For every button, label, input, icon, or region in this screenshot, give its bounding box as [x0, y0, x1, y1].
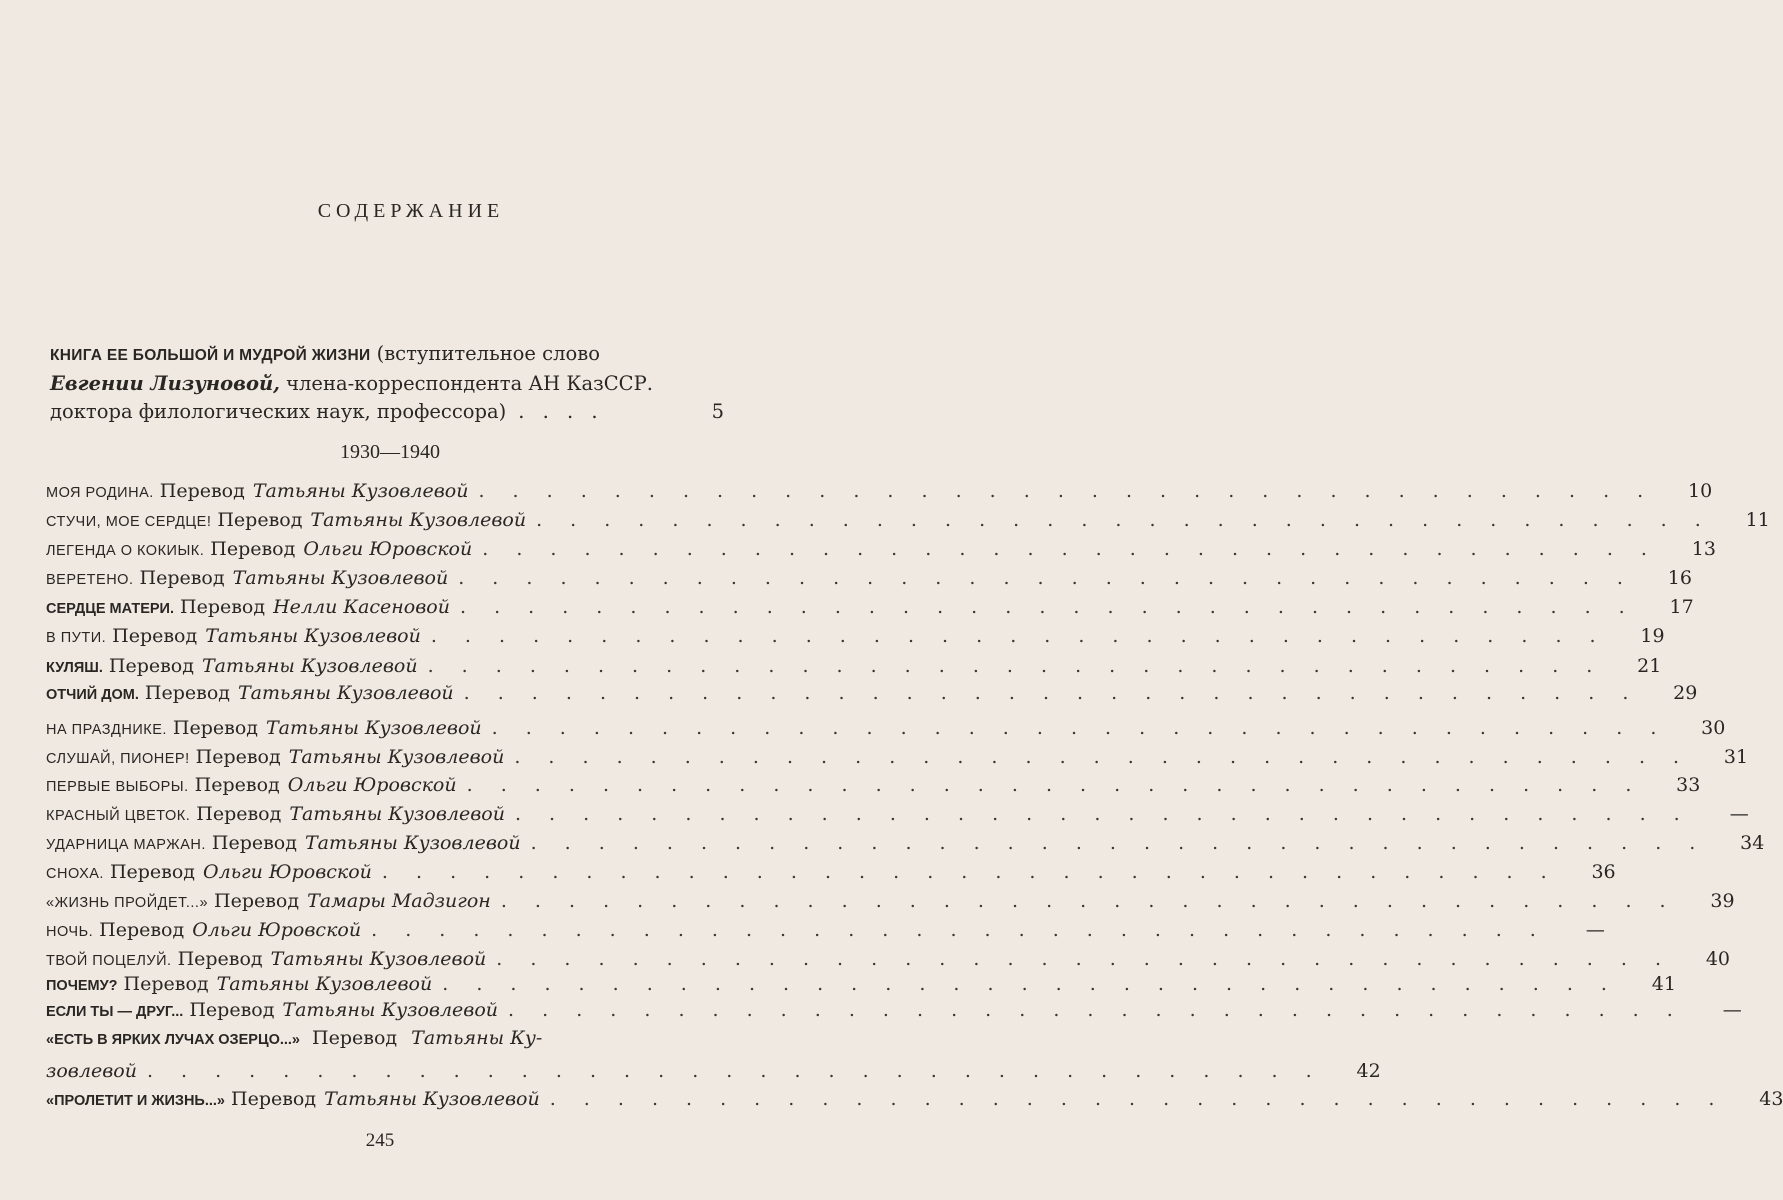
toc-entry: [46, 1088, 1783, 1110]
intro-line-2: [50, 370, 740, 398]
toc-entry: [46, 973, 1676, 995]
toc-entry: [46, 655, 1662, 677]
toc-entry: [46, 999, 1742, 1021]
toc-entry: [46, 625, 1665, 647]
page-number: 30: [1701, 717, 1726, 739]
leader-dots: . . . . . . . . . . . . . . . . . . . . . . . . . . . . . . . . . . .: [514, 803, 1691, 825]
leader-dots: . . . .: [518, 400, 604, 423]
poem-title: ОТЧИЙ ДОМ.: [46, 687, 139, 703]
page-number: 13: [1691, 538, 1716, 560]
intro-line-1: [50, 340, 740, 370]
section-heading: 1930—1940: [340, 441, 440, 463]
page-number: 16: [1667, 567, 1692, 589]
translation-label: Перевод: [99, 919, 185, 941]
toc-entry: [46, 919, 1605, 941]
translator-name: Татьяны Кузовлевой: [270, 948, 487, 970]
poem-title: ЛЕГЕНДА О КОКИЫК.: [46, 543, 205, 559]
poem-title: НОЧЬ.: [46, 924, 94, 940]
poem-title: ПЕРВЫЕ ВЫБОРЫ.: [46, 779, 189, 795]
translator-name: Тамары Мадзигон: [307, 890, 491, 912]
poem-title: НА ПРАЗДНИКЕ.: [46, 722, 167, 738]
translator-name: Нелли Касеновой: [273, 596, 450, 618]
translation-label: Перевод: [189, 999, 275, 1021]
toc-entry-long: [46, 1027, 726, 1049]
leader-dots: . . . . . . . . . . . . . . . . . . . . . . . . . . . . . . . . . . .: [371, 919, 1547, 941]
page-number: 34: [1740, 832, 1765, 854]
poem-title: КУЛЯШ.: [46, 660, 103, 676]
translator-name: Татьяны Кузовлевой: [265, 717, 482, 739]
translator-name: Татьяны Кузовлевой: [310, 509, 527, 531]
toc-entry: [46, 596, 1694, 618]
leader-dots: . . . . . . . . . . . . . . . . . . . . . . . . . . . . . . . . . . .: [430, 625, 1607, 647]
translator-name-continued: зовлевой: [46, 1060, 137, 1082]
translation-label: Перевод: [123, 973, 209, 995]
translator-name: Ольги Юровской: [203, 861, 372, 883]
intro-entry: [50, 340, 740, 426]
leader-dots: . . . . . . . . . . . . . . . . . . . . . . . . . . . . . . . . . . .: [500, 890, 1677, 912]
toc-entry: [46, 803, 1749, 825]
toc-entry: [46, 509, 1770, 531]
poem-title: КРАСНЫЙ ЦВЕТОК.: [46, 808, 191, 824]
intro-author: Евгении Лизуновой,: [50, 372, 280, 395]
translation-label: Перевод: [312, 1027, 398, 1049]
translation-label: Перевод: [211, 832, 297, 854]
leader-dots: . . . . . . . . . . . . . . . . . . . . . . . . . . . . . . . . . . .: [478, 480, 1655, 502]
leader-dots: . . . . . . . . . . . . . . . . . . . . . . . . . . . . . . . . . . .: [508, 999, 1684, 1021]
page-folio: 245: [365, 1130, 395, 1151]
page-number: 41: [1651, 973, 1676, 995]
translator-name: Татьяны Кузовлевой: [216, 973, 433, 995]
intro-text-2: члена-корреспондента АН КазССР.: [286, 372, 653, 395]
translation-label: Перевод: [172, 717, 258, 739]
leader-dots: . . . . . . . . . . . . . . . . . . . . . . . . . . . . . . . . . . .: [427, 655, 1604, 677]
intro-text-1: (вступительное слово: [376, 342, 600, 365]
translation-label: Перевод: [214, 890, 300, 912]
page-number: 33: [1676, 774, 1701, 796]
leader-dots: . . . . . . . . . . . . . . . . . . . . . . . . . . . . . . . . . . .: [549, 1088, 1726, 1110]
page-number: 10: [1688, 480, 1713, 502]
page-number: 36: [1591, 861, 1616, 883]
translator-name: Татьяны Кузовлевой: [232, 567, 449, 589]
toc-entry: [46, 682, 1698, 704]
translation-label: Перевод: [180, 596, 266, 618]
translation-label: Перевод: [231, 1088, 317, 1110]
toc-entry: [46, 774, 1701, 796]
translation-label: Перевод: [144, 682, 230, 704]
poem-title: СЕРДЦЕ МАТЕРИ.: [46, 601, 175, 617]
translation-label: Перевод: [195, 746, 281, 768]
poem-title: УДАРНИЦА МАРЖАН.: [46, 837, 206, 853]
intro-title: КНИГА ЕЕ БОЛЬШОЙ И МУДРОЙ ЖИЗНИ: [50, 347, 371, 364]
toc-entry-long-continued: [46, 1060, 1381, 1082]
page-title: СОДЕРЖАНИЕ: [317, 200, 505, 222]
toc-entry: [46, 948, 1730, 970]
poem-title: СЛУШАЙ, ПИОНЕР!: [46, 751, 190, 767]
translation-label: Перевод: [196, 803, 282, 825]
poem-title: СНОХА.: [46, 866, 104, 882]
translator-name: Татьяны Кузовлевой: [324, 1088, 540, 1110]
translator-name: Татьяны Кузовлевой: [237, 682, 454, 704]
page-number: 5: [711, 400, 724, 423]
translator-name: Татьяны Кузовлевой: [304, 832, 521, 854]
leader-dots: . . . . . . . . . . . . . . . . . . . . . . . . . . . . . . . . . . .: [536, 509, 1712, 531]
leader-dots: . . . . . . . . . . . . . . . . . . . . . . . . . . . . . . . . . . .: [530, 832, 1707, 854]
poem-title: МОЯ РОДИНА.: [46, 485, 154, 501]
toc-entry: [46, 567, 1692, 589]
page-number: 19: [1640, 625, 1665, 647]
translation-label: Перевод: [159, 480, 245, 502]
translator-name: Ольги Юровской: [192, 919, 362, 941]
page-number: —: [1729, 803, 1749, 825]
leader-dots: . . . . . . . . . . . . . . . . . . . . . . . . . . . . . . . . . . .: [459, 596, 1636, 618]
translation-label: Перевод: [108, 655, 194, 677]
poem-title: В ПУТИ.: [46, 630, 107, 646]
poem-title: «ПРОЛЕТИТ И ЖИЗНЬ...»: [46, 1093, 225, 1109]
translator-name: Татьяны Кузовлевой: [288, 746, 505, 768]
page-number: 31: [1723, 746, 1749, 768]
poem-title: «ЖИЗНЬ ПРОЙДЕТ...»: [46, 895, 209, 911]
toc-entry: [46, 890, 1735, 912]
toc-entry: [46, 746, 1749, 768]
page-number: —: [1722, 999, 1742, 1021]
toc-entry: [46, 832, 1765, 854]
toc-entry: [46, 861, 1616, 883]
intro-line-3: [50, 398, 740, 426]
leader-dots: . . . . . . . . . . . . . . . . . . . . . . . . . . . . . . . . . . .: [381, 861, 1558, 883]
toc-entry: [46, 717, 1726, 739]
translation-label: Перевод: [217, 509, 303, 531]
translator-name: Ольги Юровской: [303, 538, 473, 560]
page-number: 11: [1745, 509, 1770, 531]
translation-label: Перевод: [177, 948, 263, 970]
poem-title: ВЕРЕТЕНО.: [46, 572, 134, 588]
poem-title: ПОЧЕМУ?: [46, 978, 118, 994]
page-number: 29: [1673, 682, 1698, 704]
leader-dots: . . . . . . . . . . . . . . . . . . . . . . . . . . . . . . . . . . .: [491, 717, 1668, 739]
translator-name: Татьяны Кузовлевой: [205, 625, 421, 647]
poem-title: ЕСЛИ ТЫ — ДРУГ...: [46, 1004, 184, 1020]
page-number: 40: [1705, 948, 1730, 970]
leader-dots: . . . . . . . . . . . . . . . . . . . . . . . . . . . . . . . . . . .: [463, 682, 1640, 704]
leader-dots: . . . . . . . . . . . . . . . . . . . . . . . . . . . . . . . . . . .: [458, 567, 1634, 589]
page-number: —: [1585, 919, 1605, 941]
page-number: 39: [1710, 890, 1735, 912]
leader-dots: . . . . . . . . . . . . . . . . . . . . . . . . . . . . . . . . . . .: [466, 774, 1643, 796]
leader-dots: . . . . . . . . . . . . . . . . . . . . . . . . . . . . . . . . . . .: [496, 948, 1672, 970]
leader-dots: . . . . . . . . . . . . . . . . . . . . . . . . . . . . . . . . . . .: [482, 538, 1658, 560]
translator-name: Татьяны Кузовлевой: [201, 655, 418, 677]
page-number: 17: [1669, 596, 1694, 618]
toc-entry: [46, 538, 1716, 560]
translation-label: Перевод: [112, 625, 198, 647]
leader-dots: . . . . . . . . . . . . . . . . . . . . . . . . . . . . . . . . . . .: [442, 973, 1618, 995]
page-number: 43: [1759, 1088, 1783, 1110]
page-number: 21: [1637, 655, 1662, 677]
leader-dots: . . . . . . . . . . . . . . . . . . . . . . . . . . . . . . . . . . .: [146, 1060, 1323, 1082]
translator-name: Татьяны Ку-: [411, 1027, 543, 1049]
leader-dots: . . . . . . . . . . . . . . . . . . . . . . . . . . . . . . . . . . .: [514, 746, 1691, 768]
poem-title: «ЕСТЬ В ЯРКИХ ЛУЧАХ ОЗЕРЦО...»: [46, 1032, 300, 1048]
translation-label: Перевод: [210, 538, 296, 560]
page-number: 42: [1356, 1060, 1381, 1082]
toc-entry: [46, 480, 1713, 502]
translator-name: Татьяны Кузовлевой: [252, 480, 469, 502]
poem-title: ТВОЙ ПОЦЕЛУЙ.: [46, 953, 172, 969]
intro-text-3: доктора филологических наук, профессора): [50, 400, 507, 423]
translator-name: Татьяны Кузовлевой: [282, 999, 499, 1021]
translator-name: Татьяны Кузовлевой: [289, 803, 505, 825]
translation-label: Перевод: [194, 774, 280, 796]
translator-name: Ольги Юровской: [287, 774, 457, 796]
poem-title: СТУЧИ, МОЕ СЕРДЦЕ!: [46, 514, 212, 530]
translation-label: Перевод: [109, 861, 196, 883]
translation-label: Перевод: [139, 567, 225, 589]
